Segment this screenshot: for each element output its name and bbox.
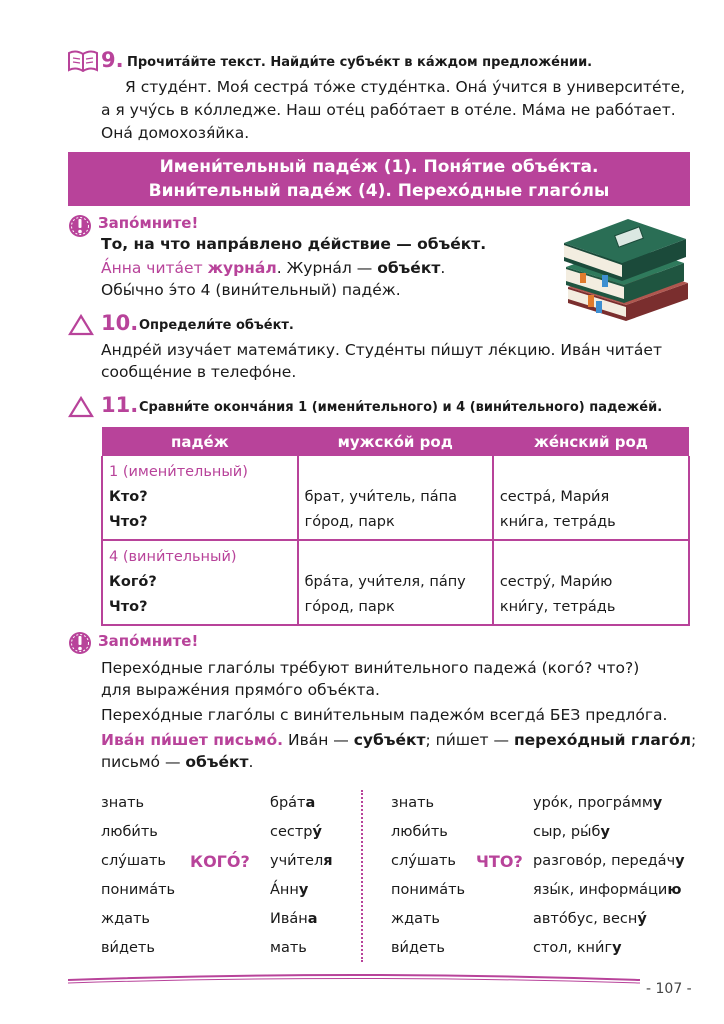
- example-text: .: [248, 753, 254, 771]
- example-text: . Журна́л —: [276, 259, 378, 277]
- exclamation-icon: [68, 214, 92, 238]
- verb: знать: [391, 795, 435, 811]
- note-line: Перехо́дные глаго́лы тре́буют вини́тельного падежа́ (кого́? что?): [101, 659, 640, 677]
- object-word: [270, 818, 333, 847]
- example-text: .: [440, 259, 446, 277]
- page-number: - 107 -: [646, 981, 692, 997]
- question-who: КОГО́?: [190, 852, 250, 871]
- verb: ви́деть: [101, 940, 155, 956]
- verb: понима́ть: [391, 882, 466, 898]
- section-banner: [68, 152, 690, 206]
- verb: ви́деть: [391, 940, 445, 956]
- word-ending: у: [612, 940, 622, 956]
- banner-title-line: Имени́тельный паде́ж (1). Поня́тие объе́кта.: [159, 157, 599, 177]
- text-line: Я студе́нт. Моя́ сестра́ то́же студе́нтка. Она́ у́чится в университе́те,: [125, 78, 686, 96]
- cell-value: го́род, парк: [304, 514, 395, 530]
- word-stem: учи́тел: [270, 853, 324, 869]
- example-text: Ива́н —: [283, 731, 354, 749]
- table-row: [102, 540, 689, 625]
- exercise-instruction: Определи́те объе́кт.: [139, 318, 294, 333]
- note-line: Обы́чно э́то 4 (вини́тельный) паде́ж.: [101, 281, 401, 299]
- exercise-number: 10.: [101, 311, 139, 335]
- word-ending: у́: [312, 824, 322, 840]
- verb: ждать: [101, 911, 150, 927]
- exercise-number: 9.: [101, 48, 124, 72]
- case-question: Что?: [109, 514, 148, 530]
- verb: ждать: [391, 911, 440, 927]
- cell-value: го́род, парк: [304, 599, 395, 615]
- object-word: [533, 847, 685, 876]
- cell-value: сестра́, Мари́я: [499, 489, 610, 505]
- verb: люби́ть: [391, 824, 448, 840]
- text-line: сообще́ние в телефо́не.: [101, 363, 297, 381]
- note-example: [101, 729, 696, 752]
- triangle-icon: [68, 396, 94, 418]
- book-icon: [68, 50, 98, 72]
- cell-value: бра́та, учи́теля, па́пу: [304, 574, 466, 590]
- word-stem: мать: [270, 940, 307, 956]
- case-endings-table: [101, 427, 690, 626]
- objects-right-column: [533, 789, 685, 963]
- note-line: Перехо́дные глаго́лы с вини́тельным падежо́м всегда́ БЕЗ предло́га.: [101, 706, 668, 724]
- example-term: субъе́кт: [353, 731, 426, 749]
- table-header: мужско́й род: [298, 427, 493, 456]
- word-stem: уро́к, програ́мм: [533, 795, 653, 811]
- word-stem: сыр, ры́б: [533, 824, 601, 840]
- note-rule: То, на что напра́влено де́йствие — объе́кт.: [101, 235, 487, 253]
- case-cell: [102, 456, 298, 540]
- word-ending: у: [675, 853, 685, 869]
- masculine-cell: [298, 540, 493, 625]
- footer-swoosh: [68, 968, 640, 988]
- verb: слу́шать: [101, 853, 166, 869]
- text-line: а я учу́сь в ко́лледже. Наш оте́ц рабо́тает в оте́ле. Ма́ма не рабо́тает.: [101, 101, 676, 119]
- object-word: [533, 905, 685, 934]
- word-stem: бра́т: [270, 795, 306, 811]
- word-ending: у: [652, 795, 663, 811]
- case-question: Что?: [109, 599, 148, 615]
- word-stem: язы́к, информа́ци: [533, 882, 668, 898]
- exclamation-icon: [68, 631, 92, 655]
- note-title: Запо́мните!: [98, 632, 199, 650]
- example-text: ; пи́шет —: [425, 731, 514, 749]
- object-word: [533, 789, 685, 818]
- example-text: А́нна чита́ет: [101, 259, 208, 277]
- case-question: Кого́?: [109, 574, 157, 590]
- word-stem: авто́бус, весн: [533, 911, 638, 927]
- case-number: 1: [109, 464, 119, 480]
- case-cell: [102, 540, 298, 625]
- case-name: (вини́тельный): [118, 549, 237, 565]
- example-term: объе́кт: [185, 753, 249, 771]
- object-word: [270, 905, 333, 934]
- table-header: паде́ж: [102, 427, 298, 456]
- case-label: [109, 460, 291, 485]
- example-term: объе́кт: [377, 259, 441, 277]
- case-question: Кто?: [109, 489, 148, 505]
- note-example: [101, 751, 253, 774]
- verbs-left-column: [101, 789, 175, 963]
- cell-value: кни́га, тетра́дь: [499, 514, 616, 530]
- text-line: Она́ домохозя́йка.: [101, 124, 250, 142]
- exercise-instruction: Сравни́те оконча́ния 1 (имени́тельного) и 4 (вини́тельного) падеже́й.: [139, 400, 663, 415]
- table-row: [102, 456, 689, 540]
- cell-value: брат, учи́тель, па́па: [304, 489, 458, 505]
- example-text: ;: [690, 731, 697, 749]
- object-word: [270, 789, 333, 818]
- word-stem: стол, кни́г: [533, 940, 613, 956]
- verb: люби́ть: [101, 824, 158, 840]
- verb: слу́шать: [391, 853, 456, 869]
- table-header: же́нский род: [493, 427, 689, 456]
- masculine-cell: [298, 456, 493, 540]
- note-line: для выраже́ния прямо́го объе́кта.: [101, 681, 380, 699]
- column-divider: [361, 790, 363, 962]
- verb: понима́ть: [101, 882, 176, 898]
- exercise-number: 11.: [101, 393, 139, 417]
- objects-left-column: [270, 789, 333, 963]
- word-ending: у: [600, 824, 610, 840]
- exercise-instruction: Прочита́йте текст. Найди́те субъе́кт в ка́ждом предложе́нии.: [127, 55, 593, 70]
- note-title: Запо́мните!: [98, 214, 199, 232]
- example-sentence: Ива́н пи́шет письмо́.: [101, 731, 284, 749]
- question-what: ЧТО?: [476, 852, 523, 871]
- verb: знать: [101, 795, 145, 811]
- word-stem: сестр: [270, 824, 313, 840]
- object-word: [270, 934, 333, 963]
- word-stem: А́нн: [270, 882, 299, 898]
- word-ending: у́: [637, 911, 647, 927]
- word-ending: а: [305, 795, 316, 811]
- triangle-icon: [68, 314, 94, 336]
- word-ending: ю: [667, 882, 682, 898]
- verbs-right-column: [391, 789, 465, 963]
- object-word: [270, 876, 333, 905]
- books-illustration: [560, 205, 692, 325]
- object-word: [533, 876, 685, 905]
- word-stem: Ива́н: [270, 911, 308, 927]
- word-ending: а: [307, 911, 318, 927]
- feminine-cell: [493, 456, 689, 540]
- case-label: [109, 545, 291, 570]
- word-ending: я: [323, 853, 333, 869]
- example-term: перехо́дный глаго́л: [513, 731, 691, 749]
- case-number: 4: [109, 549, 119, 565]
- word-stem: разгово́р, переда́ч: [533, 853, 676, 869]
- cell-value: сестру́, Мари́ю: [499, 574, 613, 590]
- banner-title-line: Вини́тельный паде́ж (4). Перехо́дные глаго́лы: [148, 181, 610, 201]
- example-object: журна́л: [207, 259, 277, 277]
- text-line: Андре́й изуча́ет матема́тику. Студе́нты пи́шут ле́кцию. Ива́н чита́ет: [101, 341, 662, 359]
- cell-value: кни́гу, тетра́дь: [499, 599, 616, 615]
- case-name: (имени́тельный): [118, 464, 248, 480]
- object-word: [533, 934, 685, 963]
- note-example: [101, 257, 445, 280]
- word-ending: у: [298, 882, 309, 898]
- object-word: [533, 818, 685, 847]
- example-text: письмо́ —: [101, 753, 186, 771]
- feminine-cell: [493, 540, 689, 625]
- object-word: [270, 847, 333, 876]
